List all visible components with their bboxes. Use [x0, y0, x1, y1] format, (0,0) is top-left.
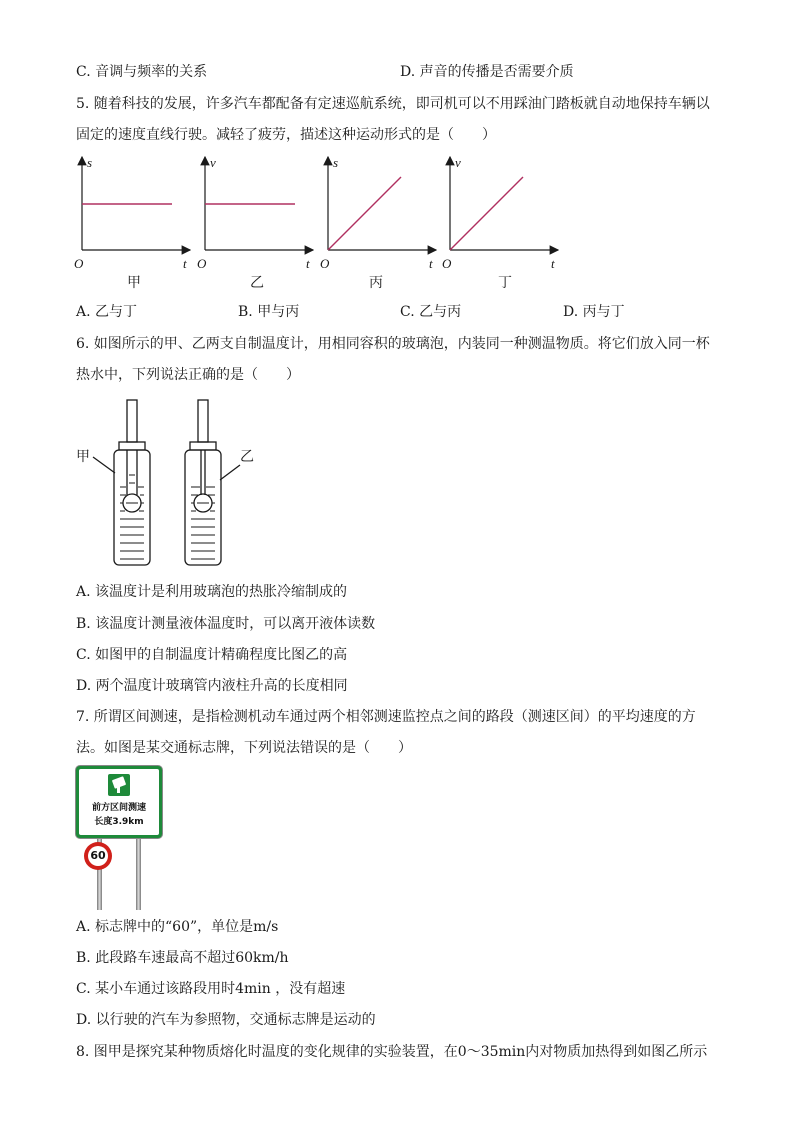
- q7-option-a: A. 标志牌中的“60”，单位是m/s: [76, 919, 279, 935]
- graph-data-line: [450, 177, 523, 250]
- q7-option-c: C. 某小车通过该路段用时4min ，没有超速: [76, 981, 346, 997]
- graph-origin-label: O: [320, 256, 330, 271]
- sign-text-line1: 前方区间测速: [91, 803, 146, 813]
- graph-label-jia: 甲: [127, 275, 141, 291]
- graph-label-ding: 丁: [498, 275, 512, 291]
- q7-stem-line1: 7. 所谓区间测速，是指检测机动车通过两个相邻测速监控点之间的路段（测速区间）的平均速度的方: [76, 709, 696, 725]
- q8-stem-line1: 8. 图甲是探究某种物质熔化时温度的变化规律的实验装置，在0～35min内对物质加热得到如图乙所示: [76, 1044, 708, 1060]
- thermometer-label-yi: 乙: [240, 449, 254, 465]
- q6-option-d: D. 两个温度计玻璃管内液柱升高的长度相同: [76, 678, 348, 694]
- traffic-sign-figure: [76, 766, 166, 911]
- option-c-prev: C. 音调与频率的关系: [76, 64, 208, 80]
- thermometer-jia: [93, 400, 150, 565]
- graph-y-label: s: [87, 155, 93, 170]
- graph-origin-label: O: [442, 256, 452, 271]
- q6-option-b: B. 该温度计测量液体温度时，可以离开液体读数: [76, 616, 376, 632]
- graph-x-label: t: [306, 256, 310, 271]
- thermometer-figure: [70, 395, 270, 575]
- q7-stem-line2: 法。如图是某交通标志牌，下列说法错误的是（ ）: [76, 740, 412, 756]
- sign-pole-right: [136, 836, 141, 910]
- q6-option-c: C. 如图甲的自制温度计精确程度比图乙的高: [76, 647, 348, 663]
- graph-x-label: t: [551, 256, 555, 271]
- graph-y-label: s: [333, 155, 339, 170]
- q6-stem-line2: 热水中，下列说法正确的是（ ）: [76, 367, 300, 383]
- thermometer-yi: [185, 400, 240, 565]
- graph-label-yi: 乙: [250, 275, 264, 291]
- q5-option-a: A. 乙与丁: [76, 304, 138, 320]
- graph-x-label: t: [183, 256, 187, 271]
- q5-option-b: B. 甲与丙: [238, 304, 300, 320]
- q7-option-d: D. 以行驶的汽车为参照物，交通标志牌是运动的: [76, 1012, 376, 1028]
- option-d-prev: D. 声音的传播是否需要介质: [400, 64, 574, 80]
- graph-x-label: t: [429, 256, 433, 271]
- q6-option-a: A. 该温度计是利用玻璃泡的热胀冷缩制成的: [76, 584, 348, 600]
- q5-graphs-figure: [0, 152, 794, 302]
- q5-stem-line1: 5. 随着科技的发展，许多汽车都配备有定速巡航系统，即司机可以不用踩油门踏板就自动地保持车辆以: [76, 96, 710, 112]
- graph-y-label: v: [210, 155, 216, 170]
- graph-origin-label: O: [197, 256, 207, 271]
- section-speed-sign: [76, 766, 162, 838]
- q7-option-b: B. 此段路车速最高不超过60km/h: [76, 950, 289, 966]
- graph-data-line: [328, 177, 401, 250]
- q6-stem-line1: 6. 如图所示的甲、乙两支自制温度计，用相同容积的玻璃泡，内装同一种测温物质。将它们放入同一杯: [76, 336, 710, 352]
- graph-y-label: v: [455, 155, 461, 170]
- q5-option-d: D. 丙与丁: [563, 304, 625, 320]
- thermometer-label-jia: 甲: [76, 449, 90, 465]
- q5-option-c: C. 乙与丙: [400, 304, 462, 320]
- graph-label-bing: 丙: [369, 275, 383, 291]
- q5-stem-line2: 固定的速度直线行驶。减轻了疲劳，描述这种运动形式的是（ ）: [76, 127, 496, 143]
- graph-origin-label: O: [74, 256, 84, 271]
- camera-icon: [108, 774, 130, 796]
- sign-text-line2: 长度3.9km: [94, 817, 144, 827]
- speed-limit-sign: [84, 842, 112, 870]
- speed-limit-value: 60: [90, 849, 106, 862]
